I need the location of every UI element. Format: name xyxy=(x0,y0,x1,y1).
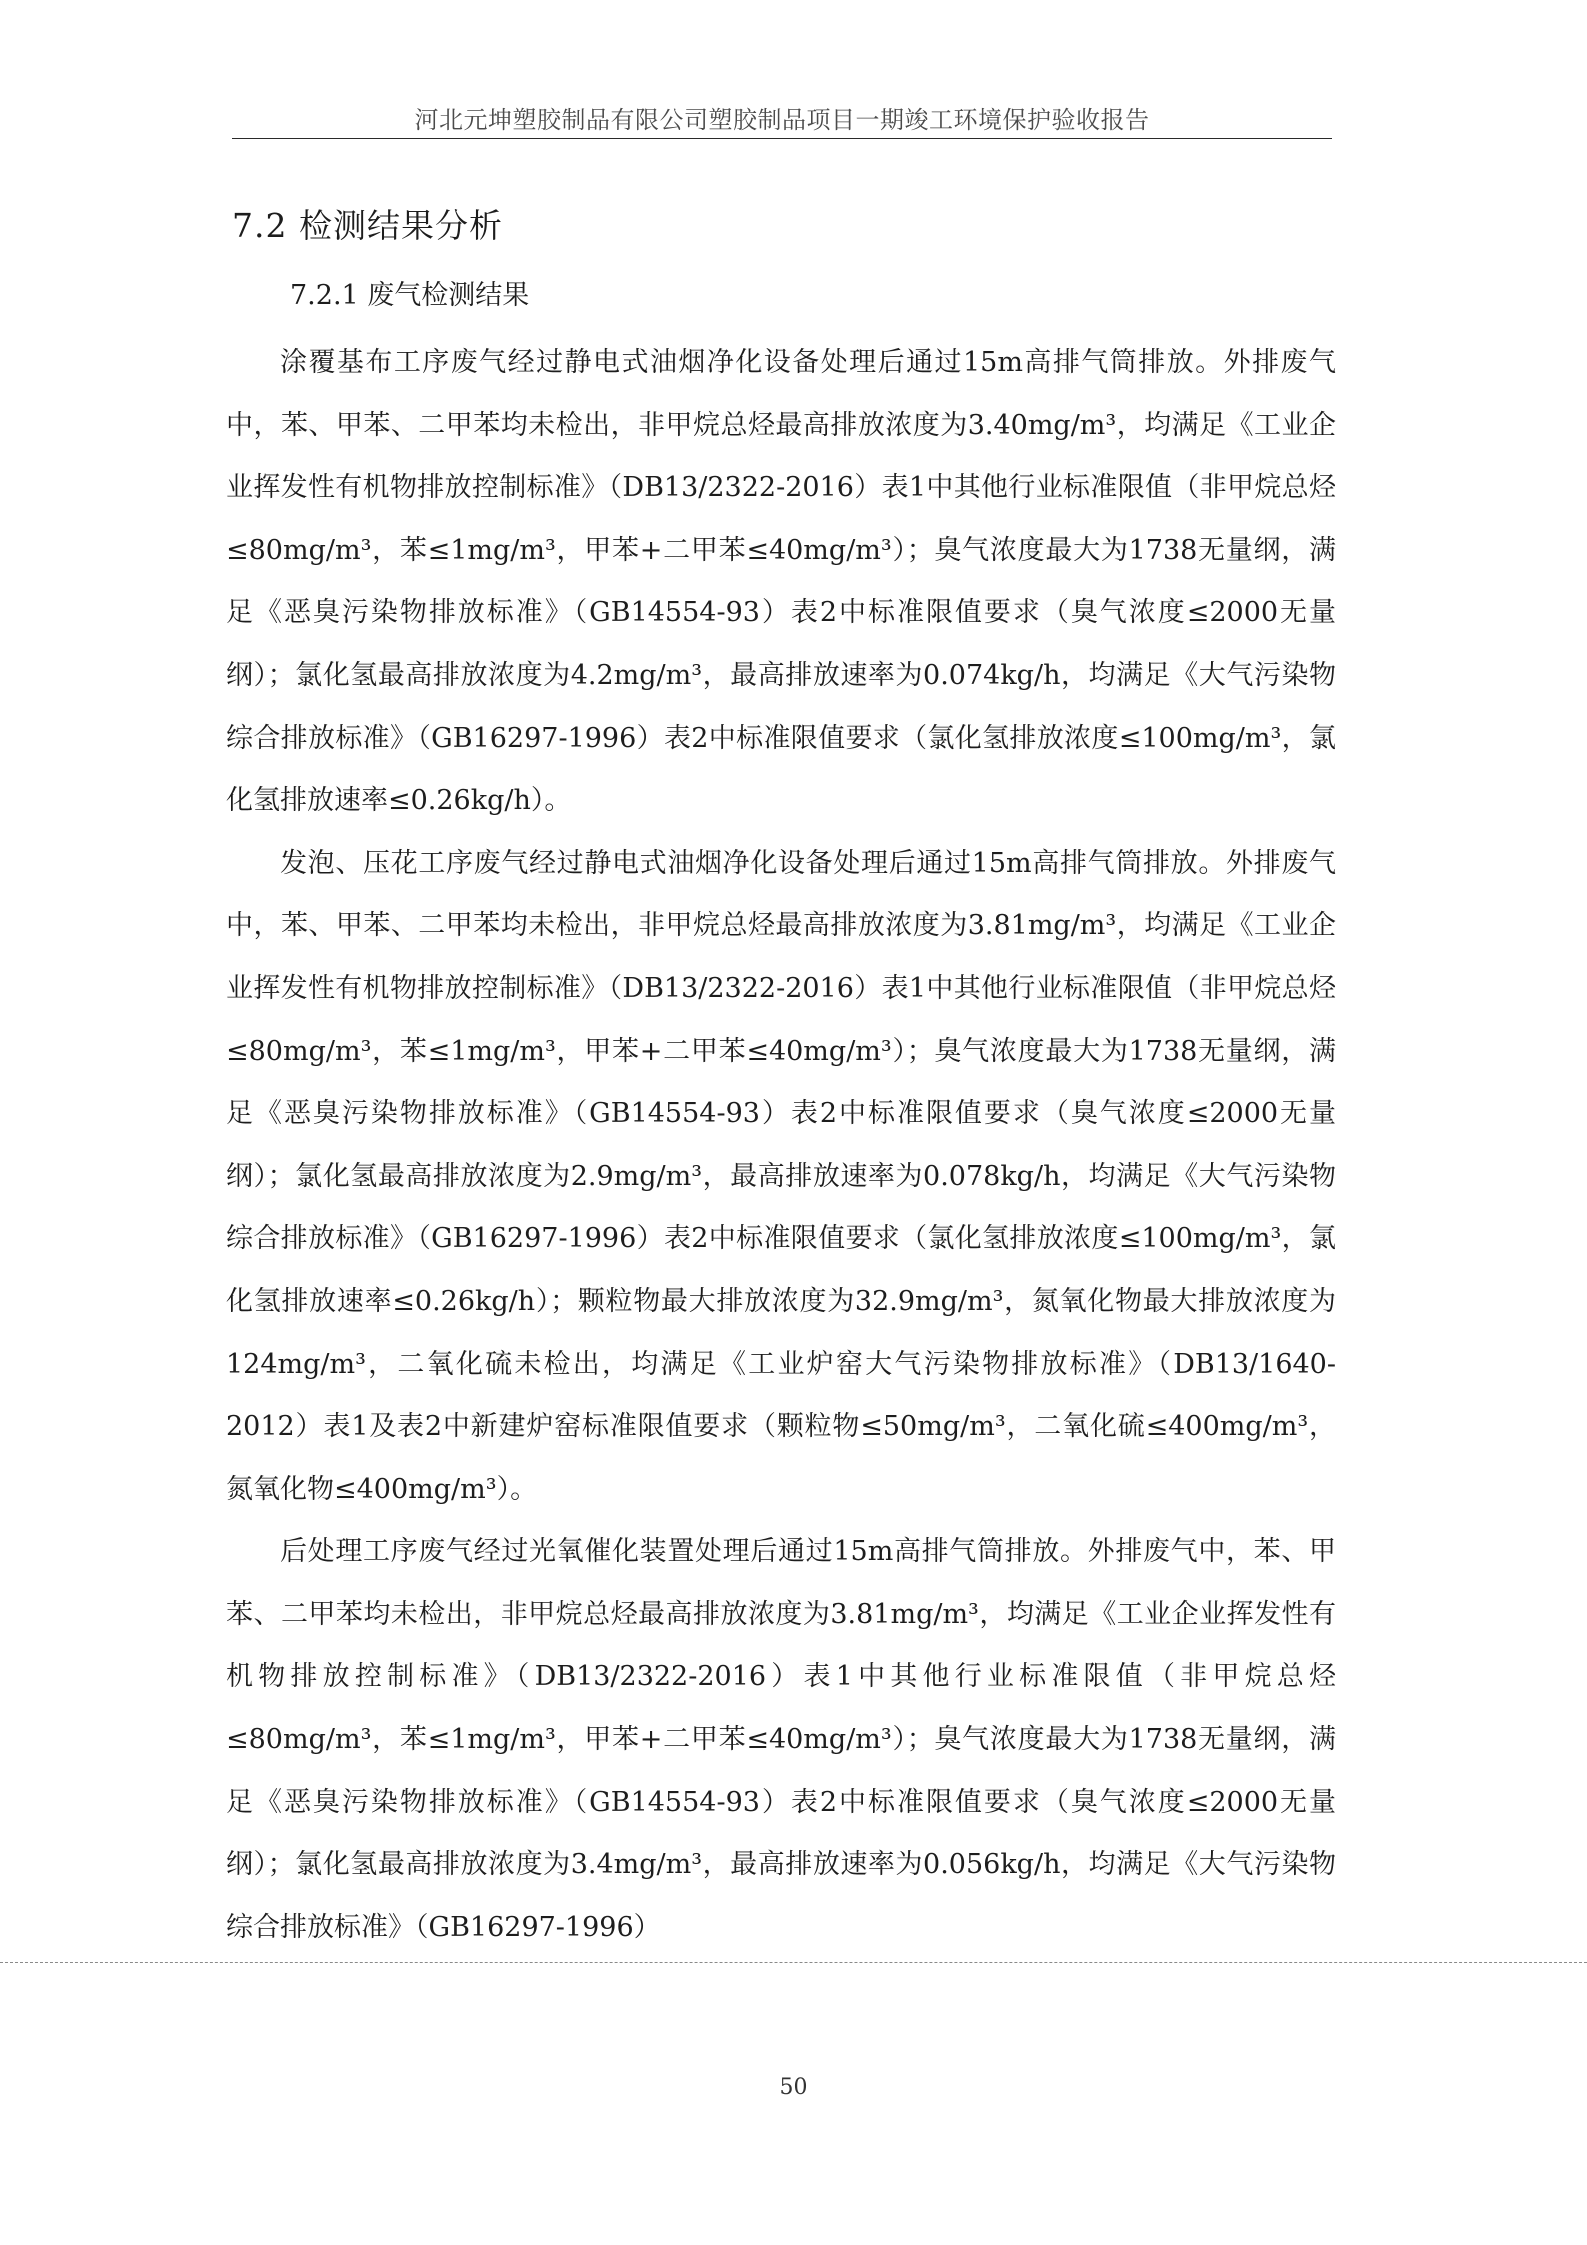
body-text xyxy=(226,332,1336,1959)
paragraph-coating-exhaust: 涂覆基布工序废气经过静电式油烟净化设备处理后通过15m高排气筒排放。外排废气中，苯、甲苯、二甲苯均未检出，非甲烷总烃最高排放浓度为3.40mg/m³，均满足《工业企业挥发性有机物排放控制标准》（DB13/2322-2016）表1中其他行业标准限值（非甲烷总烃≤80mg/m³，苯≤1mg/m³，甲苯+二甲苯≤40mg/m³）；臭气浓度最大为1738无量纲，满足《恶臭污染物排放标准》（GB14554-93）表2中标准限值要求（臭气浓度≤2000无量纲）；氯化氢最高排放浓度为4.2mg/m³，最高排放速率为0.074kg/h，均满足《大气污染物综合排放标准》（GB16297-1996）表2中标准限值要求（氯化氢排放浓度≤100mg/m³，氯化氢排放速率≤0.26kg/h）。 xyxy=(226,347,1336,817)
paragraph-foaming-embossing-exhaust: 发泡、压花工序废气经过静电式油烟净化设备处理后通过15m高排气筒排放。外排废气中，苯、甲苯、二甲苯均未检出，非甲烷总烃最高排放浓度为3.81mg/m³，均满足《工业企业挥发性有机物排放控制标准》（DB13/2322-2016）表1中其他行业标准限值（非甲烷总烃≤80mg/m³，苯≤1mg/m³，甲苯+二甲苯≤40mg/m³）；臭气浓度最大为1738无量纲，满足《恶臭污染物排放标准》（GB14554-93）表2中标准限值要求（臭气浓度≤2000无量纲）；氯化氢最高排放浓度为2.9mg/m³，最高排放速率为0.078kg/h，均满足《大气污染物综合排放标准》（GB16297-1996）表2中标准限值要求（氯化氢排放浓度≤100mg/m³，氯化氢排放速率≤0.26kg/h）；颗粒物最大排放浓度为32.9mg/m³，氮氧化物最大排放浓度为124mg/m³，二氧化硫未检出，均满足《工业炉窑大气污染物排放标准》（DB13/1640-2012）表1及表2中新建炉窑标准限值要求（颗粒物≤50mg/m³，二氧化硫≤400mg/m³，氮氧化物≤400mg/m³）。 xyxy=(226,847,1336,1505)
page-number: 50 xyxy=(779,2075,808,2100)
header-divider xyxy=(232,138,1332,139)
scan-artifact-line xyxy=(0,1962,1587,1963)
paragraph-post-treatment-exhaust: 后处理工序废气经过光氧催化装置处理后通过15m高排气筒排放。外排废气中，苯、甲苯、二甲苯均未检出，非甲烷总烃最高排放浓度为3.81mg/m³，均满足《工业企业挥发性有机物排放控制标准》（DB13/2322-2016）表1中其他行业标准限值（非甲烷总烃≤80mg/m³，苯≤1mg/m³，甲苯+二甲苯≤40mg/m³）；臭气浓度最大为1738无量纲，满足《恶臭污染物排放标准》（GB14554-93）表2中标准限值要求（臭气浓度≤2000无量纲）；氯化氢最高排放浓度为3.4mg/m³，最高排放速率为0.056kg/h，均满足《大气污染物综合排放标准》（GB16297-1996） xyxy=(226,1536,1336,1943)
section-title: 7.2 检测结果分析 xyxy=(232,206,503,245)
subsection-title: 7.2.1 废气检测结果 xyxy=(290,280,530,311)
page-header: 河北元坤塑胶制品有限公司塑胶制品项目一期竣工环境保护验收报告 xyxy=(414,106,1150,134)
